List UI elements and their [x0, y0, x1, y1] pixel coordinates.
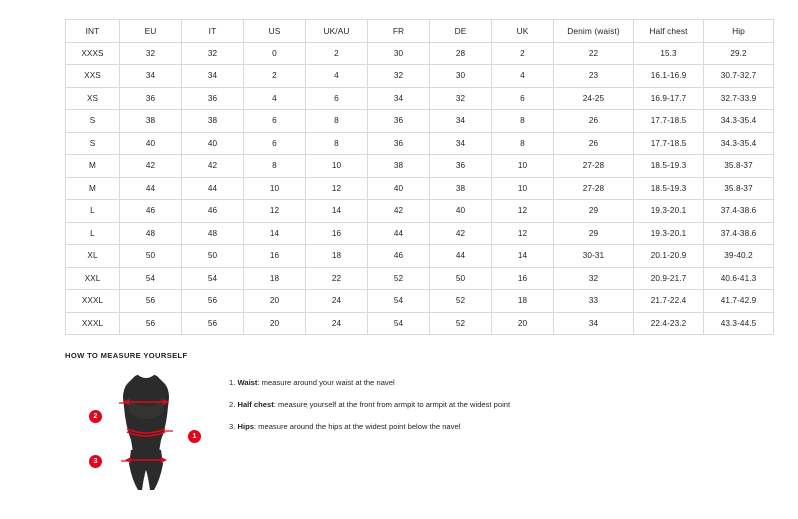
cell-uk: 12 — [492, 222, 554, 245]
table-row — [66, 132, 774, 155]
cell-uk-au: 22 — [306, 267, 368, 290]
cell-it: 40 — [182, 132, 244, 155]
cell-uk: 10 — [492, 177, 554, 200]
cell-eu: 32 — [120, 42, 182, 65]
cell-uk-au: 10 — [306, 155, 368, 178]
cell-uk: 16 — [492, 267, 554, 290]
cell-us: 16 — [244, 245, 306, 268]
cell-half-chest: 19.3-20.1 — [634, 200, 704, 223]
step-term: Hips — [237, 422, 254, 432]
cell-half-chest: 16.1-16.9 — [634, 65, 704, 88]
measurement-instructions-list — [229, 370, 510, 444]
cell-uk-au: 18 — [306, 245, 368, 268]
cell-uk-au: 12 — [306, 177, 368, 200]
cell-eu: 46 — [120, 200, 182, 223]
badge-marker-2: 2 — [89, 410, 102, 423]
cell-uk: 4 — [492, 65, 554, 88]
cell-hip: 39-40.2 — [704, 245, 774, 268]
size-chart-container — [65, 19, 757, 335]
cell-it: 34 — [182, 65, 244, 88]
cell-us: 6 — [244, 110, 306, 133]
table-row — [66, 177, 774, 200]
cell-uk-au: 2 — [306, 42, 368, 65]
table-row — [66, 87, 774, 110]
cell-denim-waist: 30-31 — [554, 245, 634, 268]
step-term: Half chest — [237, 400, 274, 410]
table-header-row — [66, 20, 774, 43]
cell-eu: 44 — [120, 177, 182, 200]
cell-hip: 40.6-41.3 — [704, 267, 774, 290]
cell-eu: 50 — [120, 245, 182, 268]
cell-de: 28 — [430, 42, 492, 65]
column-header-it: IT — [182, 20, 244, 43]
cell-eu: 36 — [120, 87, 182, 110]
cell-half-chest: 21.7-22.4 — [634, 290, 704, 313]
cell-eu: 56 — [120, 312, 182, 335]
cell-us: 20 — [244, 312, 306, 335]
cell-de: 30 — [430, 65, 492, 88]
cell-hip: 37.4-38.6 — [704, 222, 774, 245]
cell-fr: 36 — [368, 110, 430, 133]
cell-uk-au: 16 — [306, 222, 368, 245]
table-row — [66, 245, 774, 268]
cell-de: 50 — [430, 267, 492, 290]
column-header-denim-waist: Denim (waist) — [554, 20, 634, 43]
table-row — [66, 200, 774, 223]
cell-denim-waist: 22 — [554, 42, 634, 65]
mannequin-figure — [87, 370, 207, 495]
cell-uk: 20 — [492, 312, 554, 335]
cell-half-chest: 18.5-19.3 — [634, 177, 704, 200]
cell-denim-waist: 32 — [554, 267, 634, 290]
cell-it: 36 — [182, 87, 244, 110]
cell-de: 36 — [430, 155, 492, 178]
cell-de: 38 — [430, 177, 492, 200]
table-row — [66, 42, 774, 65]
cell-denim-waist: 29 — [554, 222, 634, 245]
cell-hip: 43.3-44.5 — [704, 312, 774, 335]
step-number: 1. — [229, 378, 236, 387]
cell-hip: 30.7-32.7 — [704, 65, 774, 88]
cell-de: 52 — [430, 312, 492, 335]
cell-hip: 32.7-33.9 — [704, 87, 774, 110]
cell-us: 6 — [244, 132, 306, 155]
cell-fr: 46 — [368, 245, 430, 268]
cell-eu: 48 — [120, 222, 182, 245]
cell-uk-au: 8 — [306, 110, 368, 133]
cell-uk: 12 — [492, 200, 554, 223]
cell-denim-waist: 34 — [554, 312, 634, 335]
cell-half-chest: 15.3 — [634, 42, 704, 65]
cell-us: 12 — [244, 200, 306, 223]
table-row — [66, 155, 774, 178]
table-row — [66, 267, 774, 290]
cell-it: 50 — [182, 245, 244, 268]
cell-de: 34 — [430, 132, 492, 155]
cell-int: S — [66, 132, 120, 155]
cell-uk: 8 — [492, 132, 554, 155]
cell-hip: 37.4-38.6 — [704, 200, 774, 223]
cell-int: XL — [66, 245, 120, 268]
table-row — [66, 222, 774, 245]
cell-int: XXXL — [66, 312, 120, 335]
cell-hip: 29.2 — [704, 42, 774, 65]
cell-uk-au: 8 — [306, 132, 368, 155]
cell-int: M — [66, 177, 120, 200]
cell-eu: 54 — [120, 267, 182, 290]
cell-de: 52 — [430, 290, 492, 313]
cell-it: 56 — [182, 290, 244, 313]
cell-it: 42 — [182, 155, 244, 178]
column-header-uk: UK — [492, 20, 554, 43]
cell-denim-waist: 33 — [554, 290, 634, 313]
cell-uk: 18 — [492, 290, 554, 313]
step-number: 3. — [229, 422, 236, 432]
size-chart-table — [65, 19, 774, 335]
how-to-measure-title: HOW TO MEASURE YOURSELF — [65, 351, 188, 360]
how-to-measure-section — [65, 351, 733, 495]
cell-uk: 8 — [492, 110, 554, 133]
cell-eu: 42 — [120, 155, 182, 178]
cell-int: S — [66, 110, 120, 133]
cell-int: XXL — [66, 267, 120, 290]
cell-uk: 2 — [492, 42, 554, 65]
cell-us: 8 — [244, 155, 306, 178]
cell-hip: 34.3-35.4 — [704, 132, 774, 155]
list-item — [229, 400, 510, 409]
cell-int: XXXS — [66, 42, 120, 65]
step-text: : measure around your waist at the navel — [257, 378, 395, 387]
cell-fr: 42 — [368, 200, 430, 223]
cell-it: 32 — [182, 42, 244, 65]
cell-half-chest: 19.3-20.1 — [634, 222, 704, 245]
cell-de: 42 — [430, 222, 492, 245]
cell-uk: 6 — [492, 87, 554, 110]
cell-fr: 54 — [368, 312, 430, 335]
cell-fr: 30 — [368, 42, 430, 65]
cell-eu: 34 — [120, 65, 182, 88]
cell-us: 4 — [244, 87, 306, 110]
step-number: 2. — [229, 400, 236, 410]
table-row — [66, 312, 774, 335]
cell-eu: 38 — [120, 110, 182, 133]
column-header-eu: EU — [120, 20, 182, 43]
column-header-us: US — [244, 20, 306, 43]
table-row — [66, 110, 774, 133]
list-item — [229, 378, 510, 387]
cell-hip: 35.8-37 — [704, 155, 774, 178]
cell-fr: 32 — [368, 65, 430, 88]
cell-half-chest: 20.9-21.7 — [634, 267, 704, 290]
badge-marker-3: 3 — [89, 455, 102, 468]
list-item — [229, 422, 510, 431]
cell-de: 34 — [430, 110, 492, 133]
column-header-fr: FR — [368, 20, 430, 43]
cell-half-chest: 17.7-18.5 — [634, 132, 704, 155]
cell-half-chest: 20.1-20.9 — [634, 245, 704, 268]
cell-us: 14 — [244, 222, 306, 245]
column-header-uk-au: UK/AU — [306, 20, 368, 43]
cell-it: 54 — [182, 267, 244, 290]
cell-denim-waist: 23 — [554, 65, 634, 88]
cell-us: 20 — [244, 290, 306, 313]
cell-denim-waist: 29 — [554, 200, 634, 223]
cell-fr: 40 — [368, 177, 430, 200]
column-header-de: DE — [430, 20, 492, 43]
cell-hip: 41.7-42.9 — [704, 290, 774, 313]
cell-hip: 35.8-37 — [704, 177, 774, 200]
badge-marker-1: 1 — [188, 430, 201, 443]
cell-uk: 14 — [492, 245, 554, 268]
step-text: : measure around the hips at the widest point below the navel — [253, 422, 461, 432]
cell-uk-au: 6 — [306, 87, 368, 110]
cell-int: L — [66, 200, 120, 223]
cell-us: 2 — [244, 65, 306, 88]
cell-us: 10 — [244, 177, 306, 200]
cell-it: 56 — [182, 312, 244, 335]
cell-uk-au: 14 — [306, 200, 368, 223]
cell-denim-waist: 26 — [554, 110, 634, 133]
cell-int: XS — [66, 87, 120, 110]
cell-fr: 34 — [368, 87, 430, 110]
step-text: : measure yourself at the front from armpit to armpit at the widest point — [273, 400, 511, 410]
cell-de: 40 — [430, 200, 492, 223]
cell-fr: 44 — [368, 222, 430, 245]
cell-us: 0 — [244, 42, 306, 65]
cell-hip: 34.3-35.4 — [704, 110, 774, 133]
table-row — [66, 290, 774, 313]
column-header-hip: Hip — [704, 20, 774, 43]
cell-half-chest: 16.9-17.7 — [634, 87, 704, 110]
cell-denim-waist: 27-28 — [554, 177, 634, 200]
cell-uk-au: 24 — [306, 312, 368, 335]
cell-half-chest: 18.5-19.3 — [634, 155, 704, 178]
cell-fr: 52 — [368, 267, 430, 290]
cell-int: L — [66, 222, 120, 245]
cell-de: 32 — [430, 87, 492, 110]
cell-denim-waist: 27-28 — [554, 155, 634, 178]
cell-eu: 40 — [120, 132, 182, 155]
column-header-half-chest: Half chest — [634, 20, 704, 43]
how-to-measure-body — [65, 370, 733, 495]
cell-int: M — [66, 155, 120, 178]
cell-it: 44 — [182, 177, 244, 200]
cell-denim-waist: 26 — [554, 132, 634, 155]
cell-int: XXXL — [66, 290, 120, 313]
cell-fr: 54 — [368, 290, 430, 313]
cell-eu: 56 — [120, 290, 182, 313]
cell-fr: 36 — [368, 132, 430, 155]
cell-half-chest: 17.7-18.5 — [634, 110, 704, 133]
cell-de: 44 — [430, 245, 492, 268]
cell-int: XXS — [66, 65, 120, 88]
cell-it: 38 — [182, 110, 244, 133]
step-term: Waist — [237, 378, 258, 387]
cell-us: 18 — [244, 267, 306, 290]
cell-denim-waist: 24-25 — [554, 87, 634, 110]
cell-fr: 38 — [368, 155, 430, 178]
column-header-int: INT — [66, 20, 120, 43]
cell-uk-au: 4 — [306, 65, 368, 88]
cell-half-chest: 22.4-23.2 — [634, 312, 704, 335]
cell-uk-au: 24 — [306, 290, 368, 313]
mannequin-icon — [117, 372, 175, 494]
cell-uk: 10 — [492, 155, 554, 178]
table-row — [66, 65, 774, 88]
cell-it: 46 — [182, 200, 244, 223]
cell-it: 48 — [182, 222, 244, 245]
